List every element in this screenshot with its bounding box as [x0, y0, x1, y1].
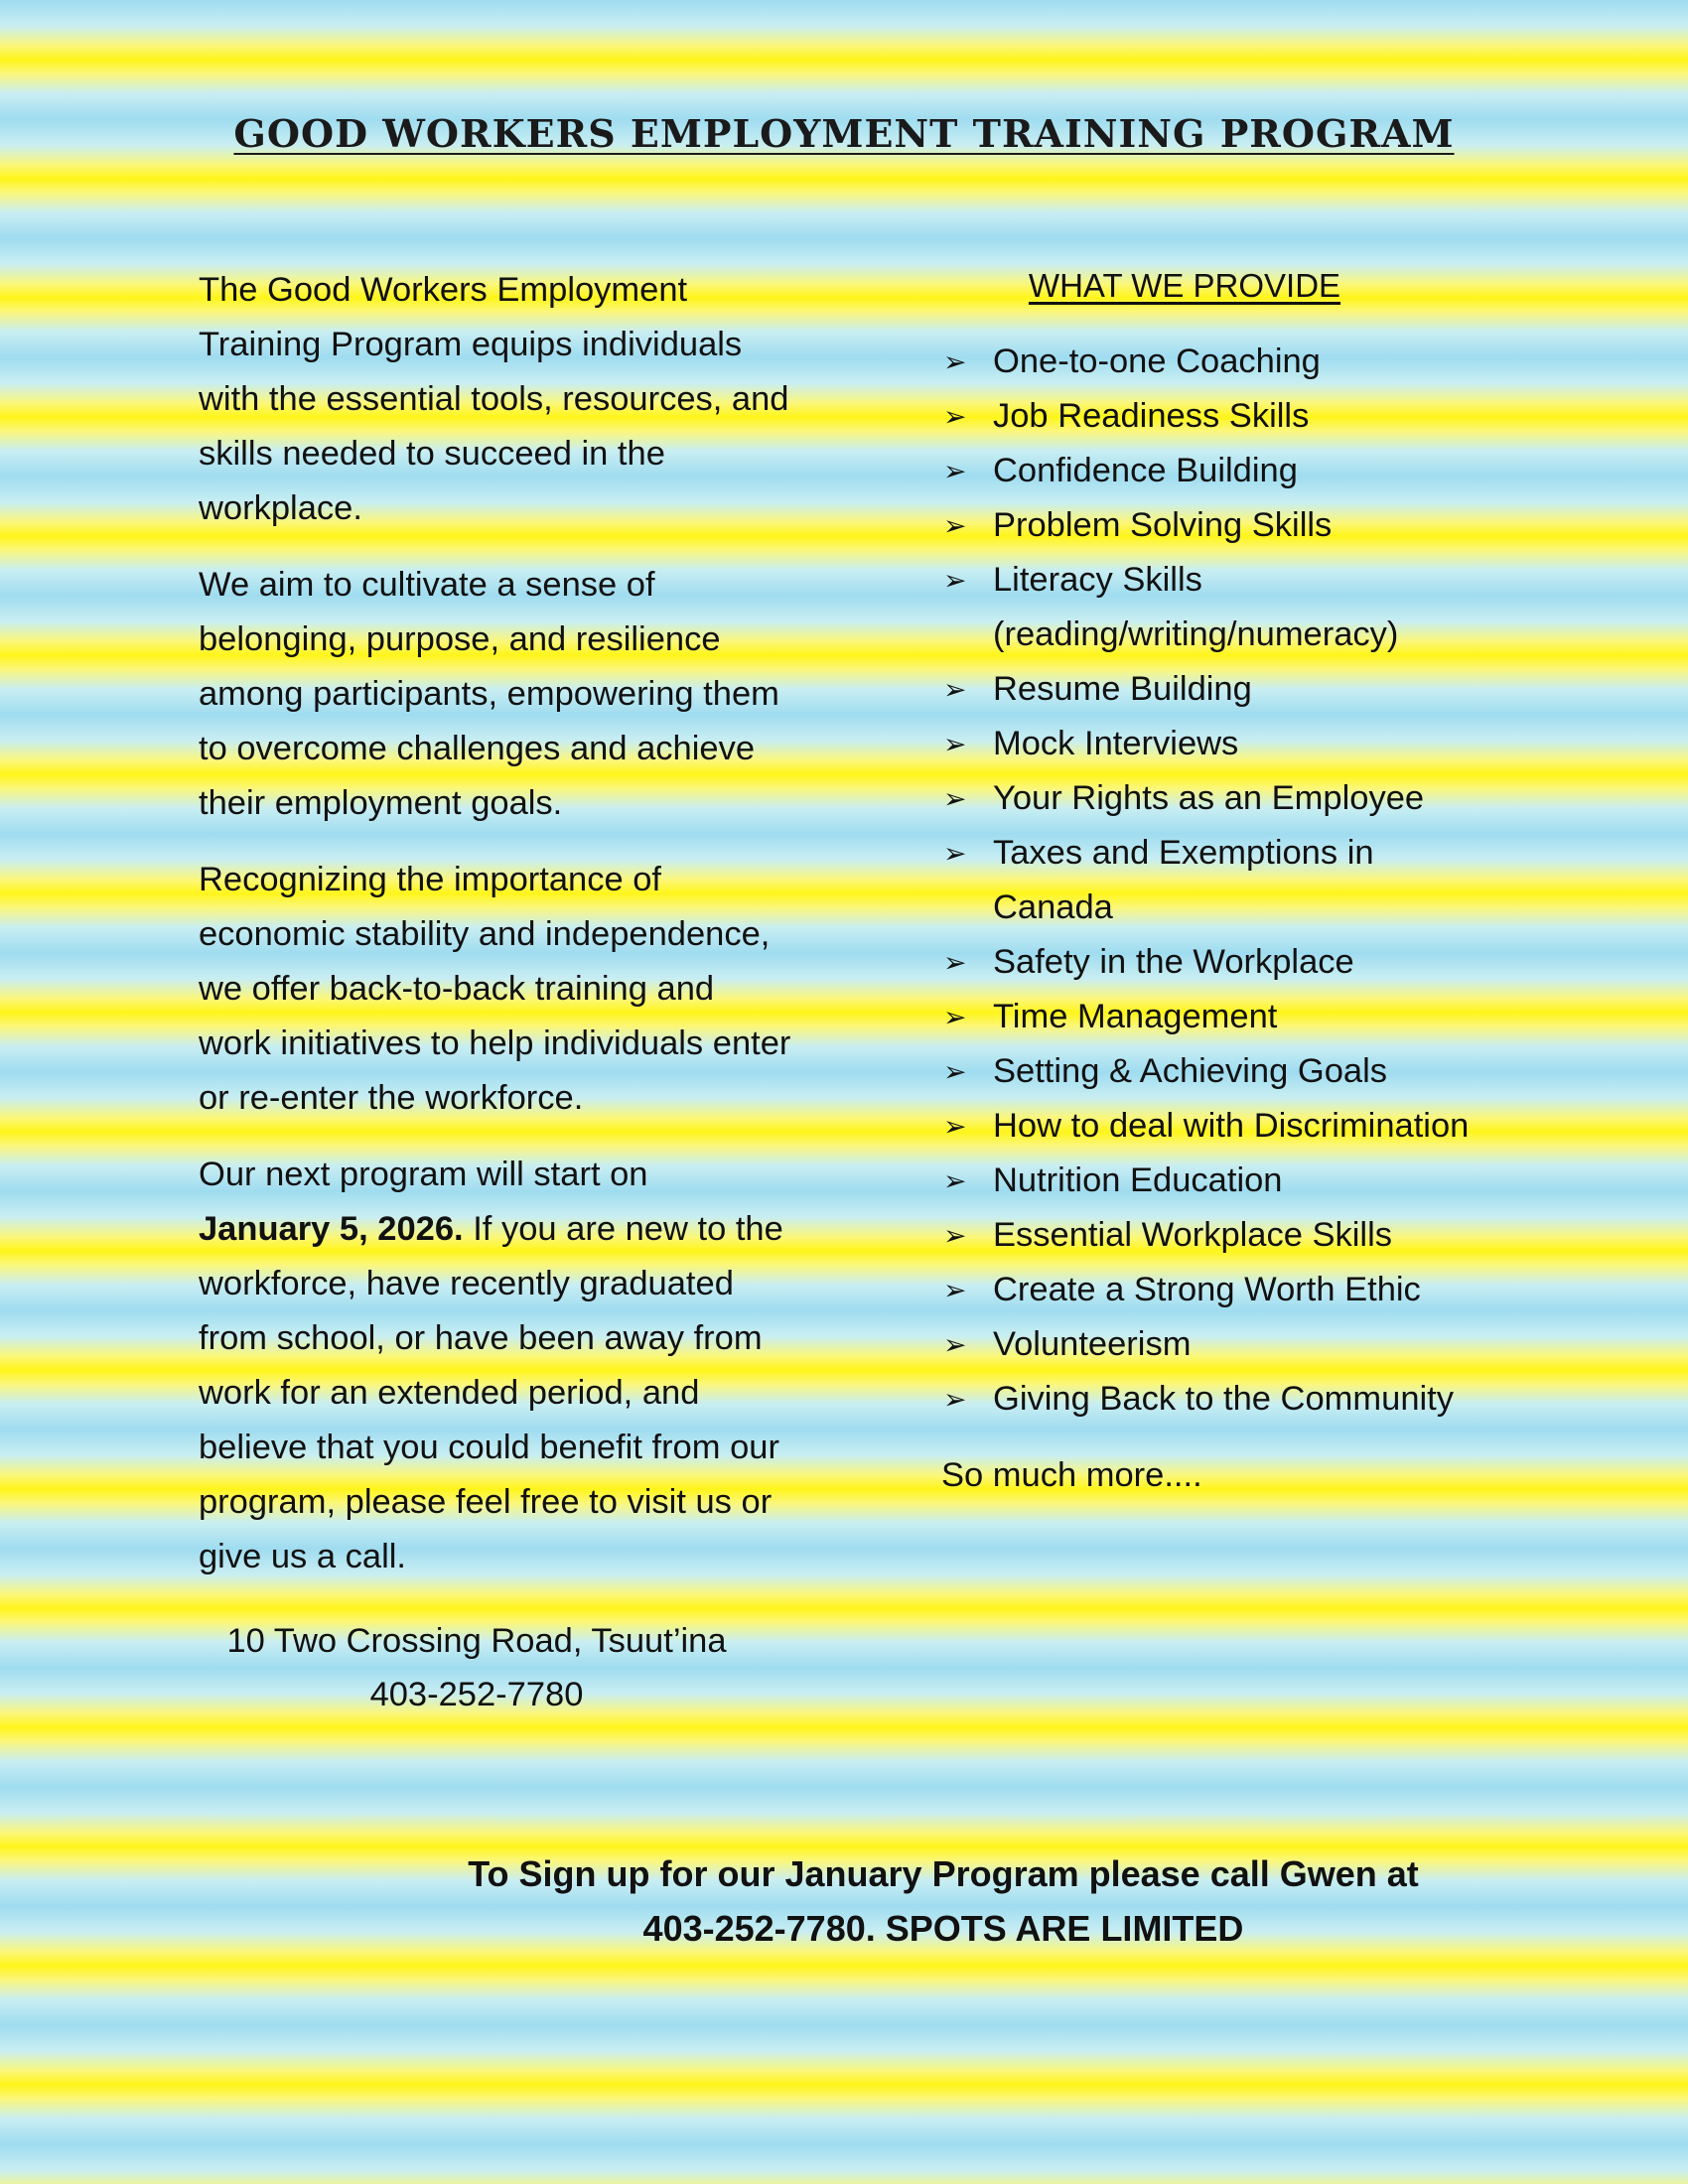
provide-item-label: Setting & Achieving Goals [993, 1052, 1387, 1090]
provide-list-item [941, 990, 1497, 1044]
provide-list-item [941, 444, 1497, 498]
provide-list [941, 335, 1497, 1427]
provide-item-label: Time Management [993, 998, 1278, 1035]
arrow-bullet-icon: ➢ [943, 1001, 967, 1033]
provide-item-label: Create a Strong Worth Ethic [993, 1271, 1421, 1308]
arrow-bullet-icon: ➢ [943, 1164, 967, 1197]
provide-item-label: Mock Interviews [993, 725, 1239, 762]
arrow-bullet-icon: ➢ [943, 1274, 967, 1306]
intro-paragraph: We aim to cultivate a sense of belonging, purpose, and resilience among participants, empowering them to overcome challenges and achieve their employment goals. [199, 566, 779, 822]
provide-list-item [941, 935, 1497, 990]
intro-column [199, 263, 794, 1721]
next-program-details: If you are new to the workforce, have recently graduated from school, or have been away from work for an extended period, and believe that you could benefit from our program, please feel free to visit us or give us a call. [199, 1210, 783, 1575]
page-title-wrapper [0, 111, 1688, 156]
provide-list-item [941, 498, 1497, 553]
provide-list-item [941, 335, 1497, 389]
contact-block [199, 1614, 755, 1721]
provide-item-label: Nutrition Education [993, 1161, 1283, 1199]
provide-item-label: Literacy Skills (reading/writing/numeracy) [993, 561, 1399, 653]
provide-list-item [941, 717, 1497, 771]
address-text: 10 Two Crossing Road, Tsuut’ina [226, 1622, 727, 1660]
provide-list-item [941, 771, 1497, 826]
provide-item-label: Taxes and Exemptions in Canada [993, 834, 1374, 926]
provide-item-label: How to deal with Discrimination [993, 1107, 1470, 1145]
provide-item-label: Essential Workplace Skills [993, 1216, 1393, 1254]
arrow-bullet-icon: ➢ [943, 1055, 967, 1088]
arrow-bullet-icon: ➢ [943, 509, 967, 542]
provide-item-label: Problem Solving Skills [993, 506, 1333, 544]
provide-list-item [941, 1044, 1497, 1099]
arrow-bullet-icon: ➢ [943, 1219, 967, 1252]
intro-paragraph: The Good Workers Employment Training Program equips individuals with the essential tools, resources, and skills needed to succeed in the workplace. [199, 271, 789, 527]
provide-item-label: Safety in the Workplace [993, 943, 1354, 981]
intro-paragraph: Recognizing the importance of economic stability and independence, we offer back-to-back training and work initiatives to help individuals enter or re-enter the workforce. [199, 861, 791, 1117]
provide-list-item [941, 1317, 1497, 1372]
arrow-bullet-icon: ➢ [943, 400, 967, 433]
provide-list-item [941, 1099, 1497, 1154]
provide-item-label: Job Readiness Skills [993, 397, 1310, 435]
provide-item-label: Volunteerism [993, 1325, 1192, 1363]
provide-item-label: Giving Back to the Community [993, 1380, 1455, 1418]
phone-text: 403-252-7780 [369, 1676, 584, 1713]
provide-item-label: Confidence Building [993, 452, 1298, 489]
arrow-bullet-icon: ➢ [943, 564, 967, 597]
provide-heading: WHAT WE PROVIDE [1028, 267, 1341, 304]
arrow-bullet-icon: ➢ [943, 1328, 967, 1361]
arrow-bullet-icon: ➢ [943, 673, 967, 706]
arrow-bullet-icon: ➢ [943, 1110, 967, 1143]
provide-item-label: Your Rights as an Employee [993, 779, 1425, 817]
next-program-lead: Our next program will start on [199, 1156, 648, 1193]
page-title: GOOD WORKERS EMPLOYMENT TRAINING PROGRAM [233, 111, 1455, 156]
signup-line-1: To Sign up for our January Program please call Gwen at [468, 1853, 1419, 1894]
arrow-bullet-icon: ➢ [943, 455, 967, 487]
provide-list-item [941, 389, 1497, 444]
provide-list-item [941, 553, 1497, 662]
provide-list-item [941, 1372, 1497, 1427]
arrow-bullet-icon: ➢ [943, 1383, 967, 1416]
arrow-bullet-icon: ➢ [943, 728, 967, 760]
provide-list-item [941, 662, 1497, 717]
more-text: So much more.... [941, 1456, 1202, 1494]
provide-item-label: Resume Building [993, 670, 1252, 708]
provide-list-item [941, 1208, 1497, 1263]
arrow-bullet-icon: ➢ [943, 345, 967, 378]
signup-callout [298, 1846, 1589, 1956]
provide-item-label: One-to-one Coaching [993, 342, 1321, 380]
arrow-bullet-icon: ➢ [943, 946, 967, 979]
arrow-bullet-icon: ➢ [943, 837, 967, 870]
provide-list-item [941, 1263, 1497, 1317]
signup-line-2: 403-252-7780. SPOTS ARE LIMITED [642, 1908, 1244, 1949]
provide-list-item [941, 826, 1497, 935]
arrow-bullet-icon: ➢ [943, 782, 967, 815]
next-program-date: January 5, 2026. [199, 1210, 464, 1248]
next-program-paragraph [199, 1148, 794, 1584]
provide-list-item [941, 1154, 1497, 1208]
provide-column [941, 258, 1497, 1503]
